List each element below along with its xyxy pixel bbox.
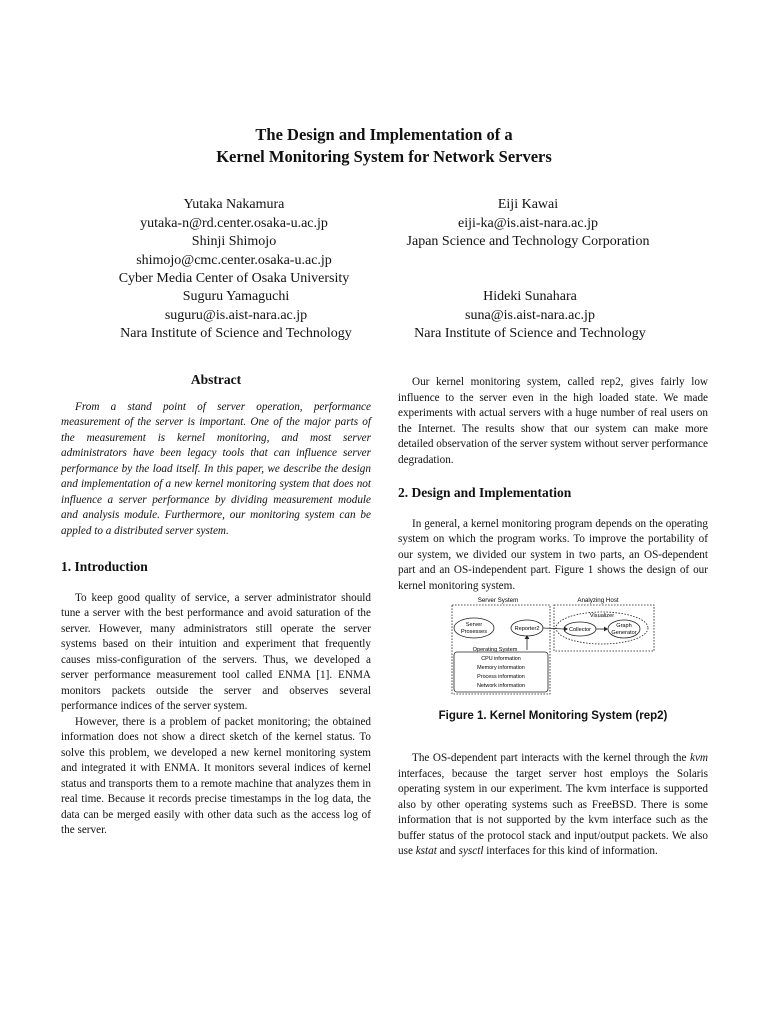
- server-processes-label-2: Prosesses: [460, 629, 488, 635]
- graph-generator-label-1: Graph: [616, 623, 632, 629]
- author-name: Yutaka Nakamura: [183, 197, 285, 212]
- process-info-label: Process information: [477, 674, 525, 680]
- author-block-nakamura-shimojo: [84, 196, 384, 289]
- intro-paragraph-1: To keep good quality of service, a server administrator should tune a server with the best performance and avoid saturation of the server. However, many administrators still operate the server systems based on their intuition and experiment that frequently causes miss-configuration of the servers. Thus, we developed a server performance measurement tool called ENMA [1]. ENMA monitors packets outside the server and observes several performance indices of the server system.: [61, 591, 371, 712]
- author-block-yamaguchi: [86, 288, 386, 344]
- os-text-c: and: [436, 845, 459, 857]
- os-dependent-paragraph: [398, 751, 708, 860]
- memory-info-label: Memory information: [477, 665, 525, 671]
- kernel-monitoring-diagram: [450, 594, 656, 696]
- author-affiliation: Nara Institute of Science and Technology: [414, 326, 646, 341]
- design-paragraph: In general, a kernel monitoring program depends on the operating system on which the program works. To improve the portability of our system, we divided our system in two parts, an OS-dependent part and an OS-independent part. Figure 1 shows the design of our kernel monitoring system.: [398, 517, 708, 592]
- server-system-label: Server System: [477, 597, 519, 604]
- abstract-paragraph: From a stand point of server operation, performance measurement of the server is important. One of the major parts of the measurement is kernel monitoring, and most server administrators have been legacy tools that can influence server performance by the load itself. In this paper, we describe the design and implementation of a new kernel monitoring system that does not influence a server performance by dividing measurement module and analysis module. Furthermore, our monitoring system can be appled to a distributed server system.: [61, 400, 371, 537]
- figure-caption: Figure 1. Kernel Monitoring System (rep2): [438, 710, 668, 722]
- cpu-info-label: CPU information: [481, 656, 521, 662]
- author-email: suguru@is.aist-nara.ac.jp: [164, 307, 308, 323]
- arrowhead: [604, 627, 608, 632]
- author-affiliation: Nara Institute of Science and Technology: [120, 326, 352, 341]
- intro-paragraph-2: However, there is a problem of packet monitoring; the obtained information does not show a direct sketch of the kernel status. To solve this problem, we developed a new kernel monitoring system and integrated it with ENMA. It monitors several indices of kernel status and transports them to a remote machine that analyzes them in real time. Because it records precise timestamps in the log data, the data can be merged easily with other data such as the access log of the server.: [61, 715, 371, 836]
- author-affiliation: Cyber Media Center of Osaka University: [118, 271, 350, 286]
- author-email: suna@is.aist-nara.ac.jp: [465, 307, 595, 323]
- introduction-heading: 1. Introduction: [61, 559, 148, 574]
- os-text-d: interfaces for this kind of information.: [483, 845, 658, 857]
- visualizer-label: Visualizer: [589, 613, 615, 619]
- reporter-to-collector-arrow: [543, 628, 564, 629]
- network-info-label: Network information: [477, 683, 525, 689]
- operating-system-label: Operating System: [472, 647, 518, 653]
- author-name: Hideki Sunahara: [483, 289, 577, 304]
- server-processes-label-1: Server: [465, 622, 483, 628]
- author-name: Suguru Yamaguchi: [182, 289, 290, 304]
- design-heading: 2. Design and Implementation: [398, 485, 572, 500]
- abstract-heading: Abstract: [190, 372, 242, 387]
- title-line-2: Kernel Monitoring System for Network Servers: [216, 147, 552, 166]
- introduction-body: [61, 591, 371, 839]
- reporter2-label: Reporter2: [514, 626, 540, 632]
- author-email: yutaka-n@rd.center.osaka-u.ac.jp: [140, 215, 328, 231]
- paper-title: [0, 124, 768, 168]
- author-name: Shinji Shimojo: [191, 234, 277, 249]
- title-line-1: The Design and Implementation of a: [255, 125, 513, 144]
- analyzing-host-label: Analyzing Host: [577, 597, 619, 604]
- author-affiliation: Japan Science and Technology Corporation: [406, 234, 650, 249]
- os-text-a: The OS-dependent part interacts with the kernel through the: [412, 752, 690, 764]
- author-block-sunahara: [380, 288, 680, 344]
- author-email: shimojo@cmc.center.osaka-u.ac.jp: [136, 252, 332, 268]
- author-block-kawai: [378, 196, 678, 252]
- graph-generator-label-2: Generator: [611, 630, 637, 636]
- right-column-bottom: [398, 751, 708, 860]
- kvm-term: kvm: [689, 752, 708, 764]
- server-processes-node: [454, 618, 494, 638]
- abstract-body: [61, 400, 371, 540]
- os-text-b: interfaces, because the target server host employs the Solaris operating system in our experiment. The kvm interface is supported also by other operating systems such as FreeBSD. There is some information that is not supported by the kvm interface such as the buffer status of the protocol stack and input/output packets. We also use: [398, 767, 708, 857]
- arrowhead: [564, 627, 568, 632]
- right-column-top: [398, 375, 708, 594]
- kstat-term: kstat: [415, 845, 437, 857]
- author-email: eiji-ka@is.aist-nara.ac.jp: [458, 215, 598, 231]
- sysctl-term: sysctl: [458, 845, 484, 857]
- author-name: Eiji Kawai: [497, 197, 559, 212]
- rep2-summary-paragraph: Our kernel monitoring system, called rep2, gives fairly low influence to the server even in the high loaded state. We made experiments with actual servers with a huge number of real users on the Internet. The results show that our system can make more detailed observation of the server system without server performance degradation.: [398, 376, 708, 466]
- left-column: [61, 372, 371, 839]
- collector-label: Collector: [568, 627, 592, 633]
